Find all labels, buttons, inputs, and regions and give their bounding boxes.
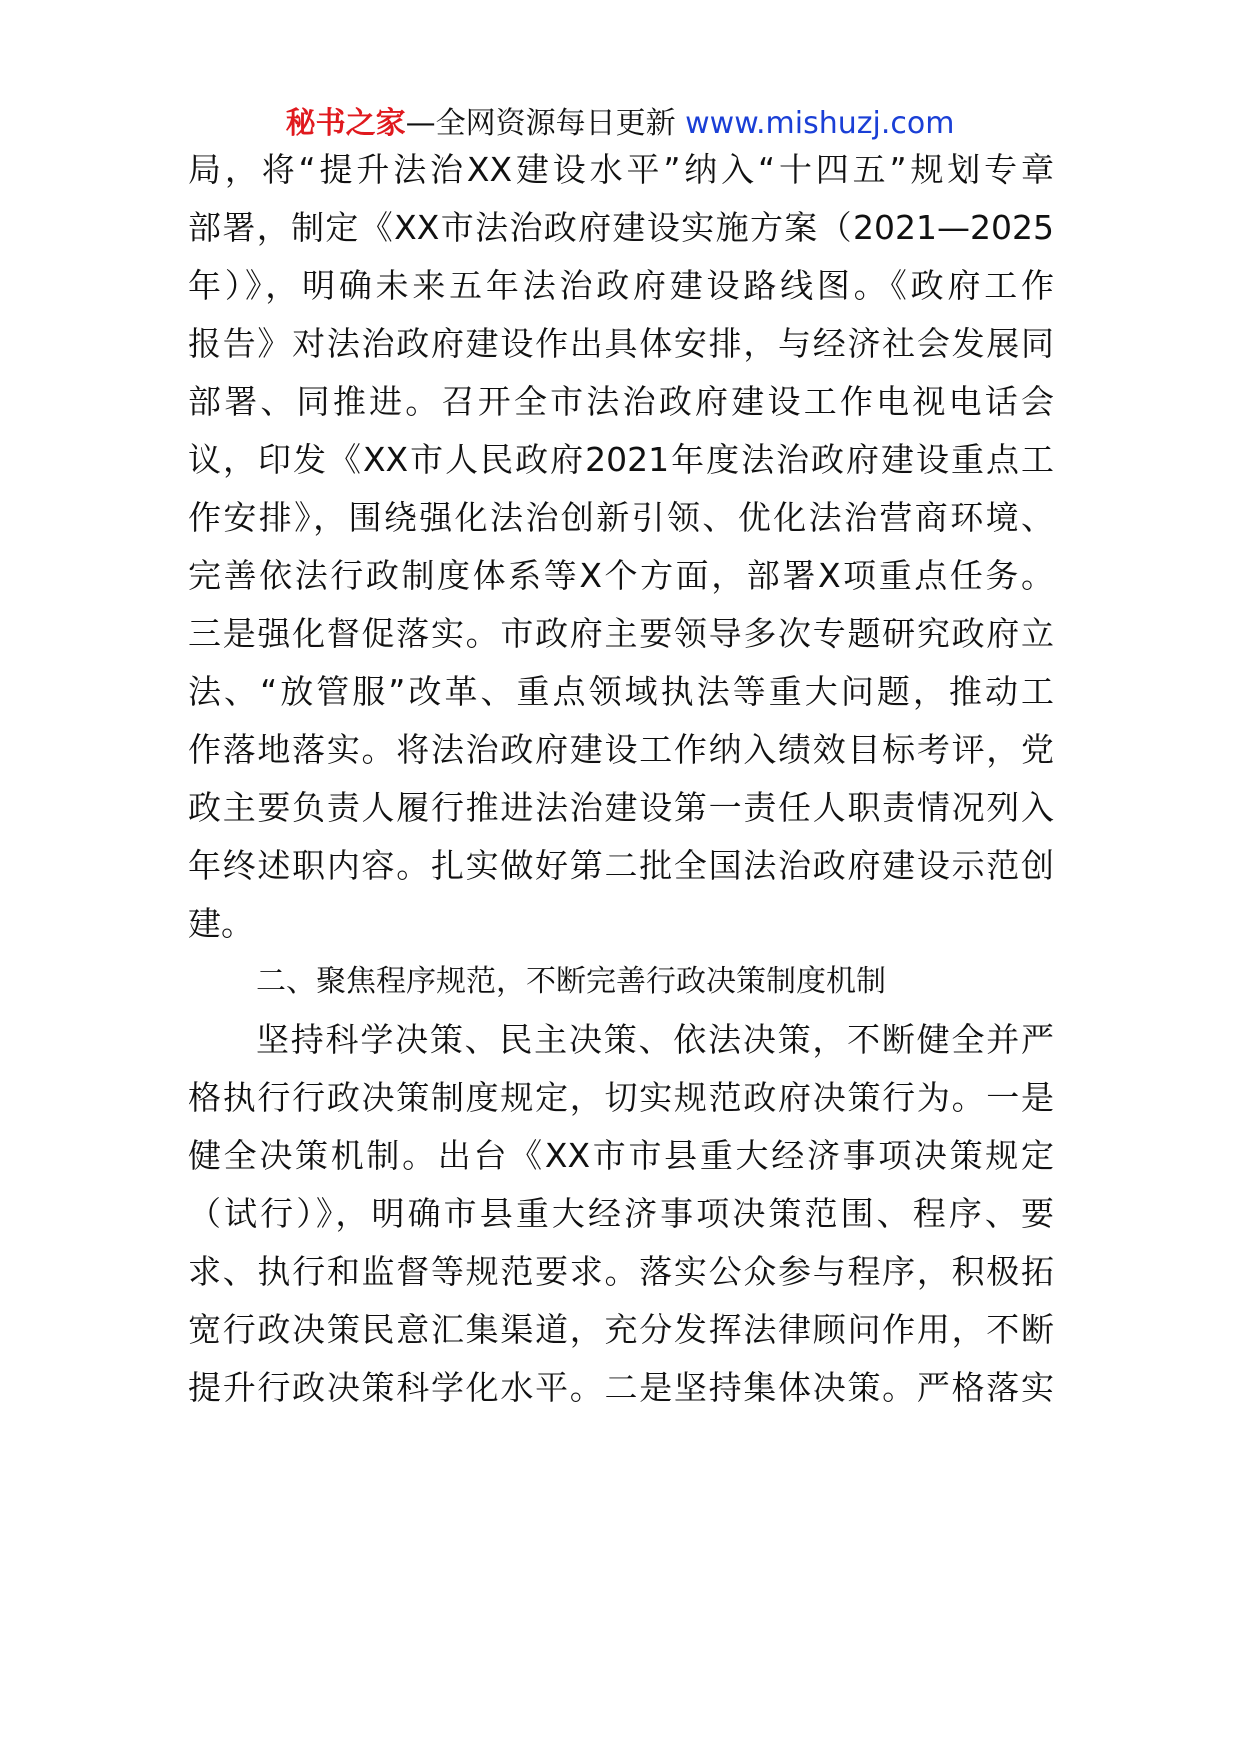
body-line: 部署，制定《XX市法治政府建设实施方案（2021—2025 xyxy=(188,208,1054,247)
body-line: （试行）》，明确市县重大经济事项决策范围、程序、要 xyxy=(188,1194,1054,1233)
body-line: 格执行行政决策制度规定，切实规范政府决策行为。一是 xyxy=(188,1078,1054,1117)
body-line: 年终述职内容。扎实做好第二批全国法治政府建设示范创 xyxy=(188,846,1054,885)
body-line: 建。 xyxy=(188,904,254,943)
body-line: 议，印发《XX市人民政府2021年度法治政府建设重点工 xyxy=(188,440,1054,479)
body-line: 完善依法行政制度体系等X个方面，部署X项重点任务。 xyxy=(188,556,1054,595)
body-line: 三是强化督促落实。市政府主要领导多次专题研究政府立 xyxy=(188,614,1054,653)
body-line: 局，将“提升法治XX建设水平”纳入“十四五”规划专章 xyxy=(188,150,1054,189)
body-line: 求、执行和监督等规范要求。落实公众参与程序，积极拓 xyxy=(188,1252,1054,1291)
body-line: 作落地落实。将法治政府建设工作纳入绩效目标考评，党 xyxy=(188,730,1054,769)
body-line: 部署、同推进。召开全市法治政府建设工作电视电话会 xyxy=(188,382,1054,421)
page-header xyxy=(0,104,1240,144)
section-heading: 二、聚焦程序规范，不断完善行政决策制度机制 xyxy=(256,964,886,999)
header-tagline: —全网资源每日更新 xyxy=(405,106,686,141)
body-line: 法、“放管服”改革、重点领域执法等重大问题，推动工 xyxy=(188,672,1054,711)
body-line: 政主要负责人履行推进法治建设第一责任人职责情况列入 xyxy=(188,788,1054,827)
body-line: 宽行政决策民意汇集渠道，充分发挥法律顾问作用，不断 xyxy=(188,1310,1054,1349)
body-line: 作安排》，围绕强化法治创新引领、优化法治营商环境、 xyxy=(188,498,1054,537)
body-line: 健全决策机制。出台《XX市市县重大经济事项决策规定 xyxy=(188,1136,1054,1175)
body-line: 报告》对法治政府建设作出具体安排，与经济社会发展同 xyxy=(188,324,1054,363)
body-line: 年）》，明确未来五年法治政府建设路线图。《政府工作 xyxy=(188,266,1054,305)
body-line: 坚持科学决策、民主决策、依法决策，不断健全并严 xyxy=(256,1020,1054,1059)
body-line: 提升行政决策科学化水平。二是坚持集体决策。严格落实 xyxy=(188,1368,1054,1407)
brand-name: 秘书之家 xyxy=(285,106,406,141)
website-link[interactable]: www.mishuzj.com xyxy=(685,106,955,141)
